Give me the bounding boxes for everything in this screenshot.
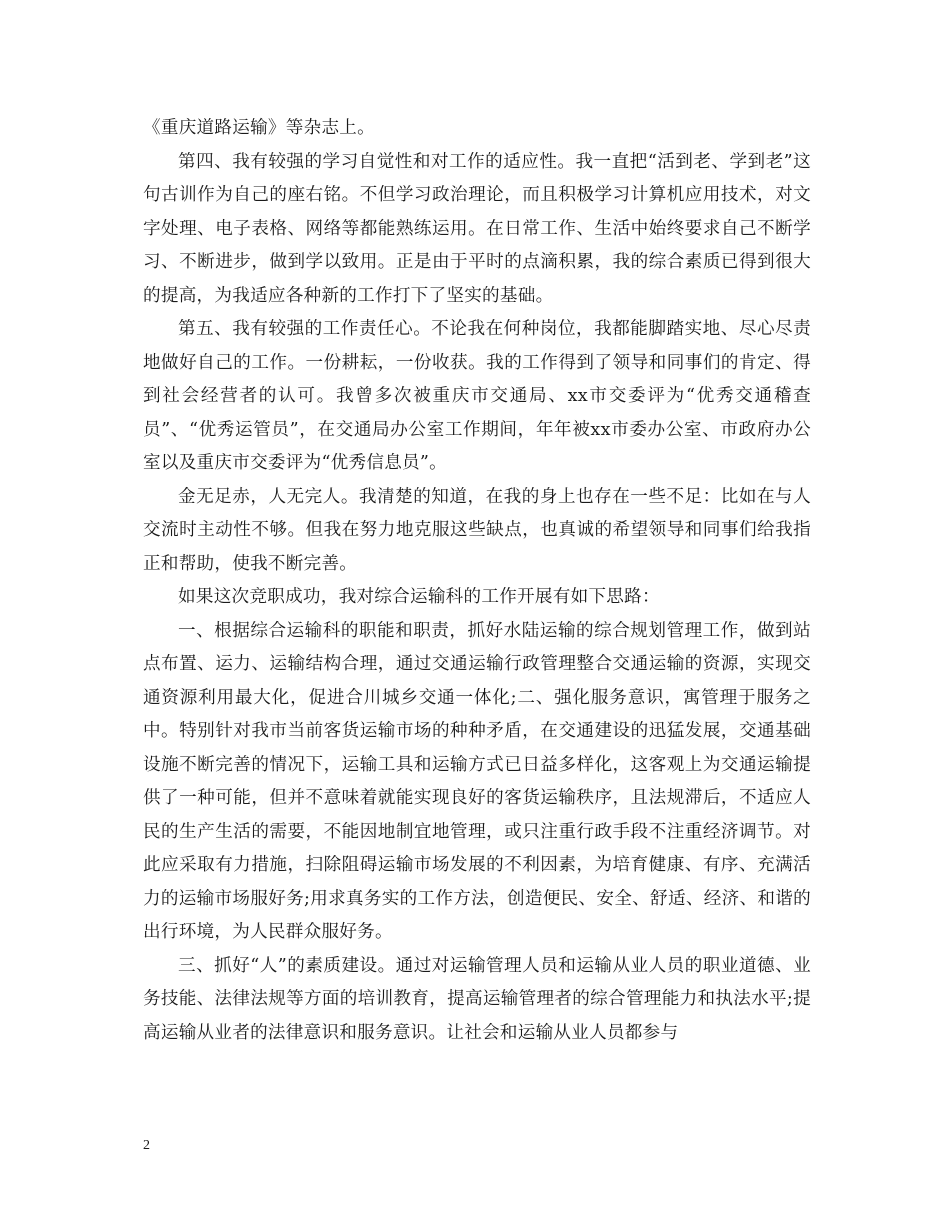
paragraph-continuation: 《重庆道路运输》等杂志上。	[143, 118, 375, 138]
paragraph-fifth-point: 第五、我有较强的工作责任心。不论我在何种岗位，我都能脚踏实地、尽心尽责地做好自己的工作。一份耕耘，一份收获。我的工作得到了领导和同事们的肯定、得到社会经营者的认可。我曾多次被重庆市交通局、xx市交委评为“优秀交通稽查员”、“优秀运管员”，在交通局办公室工作期间，年年被xx市委办公室、市政府办公室以及重庆市交委评为“优秀信息员”。	[143, 319, 811, 473]
paragraph-fourth-point: 第四、我有较强的学习自觉性和对工作的适应性。我一直把“活到老、学到老”这句古训作为自己的座右铭。不但学习政治理论，而且积极学习计算机应用技术，对文字处理、电子表格、网络等都能熟练运用。在日常工作、生活中始终要求自己不断学习、不断进步，做到学以致用。正是由于平时的点滴积累，我的综合素质已得到很大的提高，为我适应各种新的工作打下了坚实的基础。	[143, 151, 811, 306]
paragraph-shortcomings: 金无足赤，人无完人。我清楚的知道，在我的身上也存在一些不足：比如在与人交流时主动性不够。但我在努力地克服这些缺点，也真诚的希望领导和同事们给我指正和帮助，使我不断完善。	[143, 486, 811, 574]
document-body	[143, 112, 811, 1050]
paragraph-ideas-intro: 如果这次竞职成功，我对综合运输科的工作开展有如下思路：	[178, 587, 660, 607]
paragraph-idea-one-two: 一、根据综合运输科的职能和职责，抓好水陆运输的综合规划管理工作，做到站点布置、运力、运输结构合理，通过交通运输行政管理整合交通运输的资源，实现交通资源利用最大化，促进合川城乡交通一体化;二、强化服务意识，寓管理于服务之中。特别针对我市当前客货运输市场的种种矛盾，在交通建设的迅猛发展，交通基础设施不断完善的情况下，运输工具和运输方式已日益多样化，这客观上为交通运输提供了一种可能，但并不意味着就能实现良好的客货运输秩序，且法规滞后，不适应人民的生产生活的需要，不能因地制宜地管理，或只注重行政手段不注重经济调节。对此应采取有力措施，扫除阻碍运输市场发展的不利因素，为培育健康、有序、充满活力的运输市场服好务;用求真务实的工作方法，创造便民、安全、舒适、经济、和谐的出行环境，为人民群众服好务。	[143, 620, 811, 942]
paragraph-idea-three: 三、抓好“人”的素质建设。通过对运输管理人员和运输从业人员的职业道德、业务技能、法律法规等方面的培训教育，提高运输管理者的综合管理能力和执法水平;提高运输从业者的法律意识和服务意识。让社会和运输从业人员都参与	[143, 955, 811, 1043]
page-number: 2	[143, 1138, 150, 1153]
